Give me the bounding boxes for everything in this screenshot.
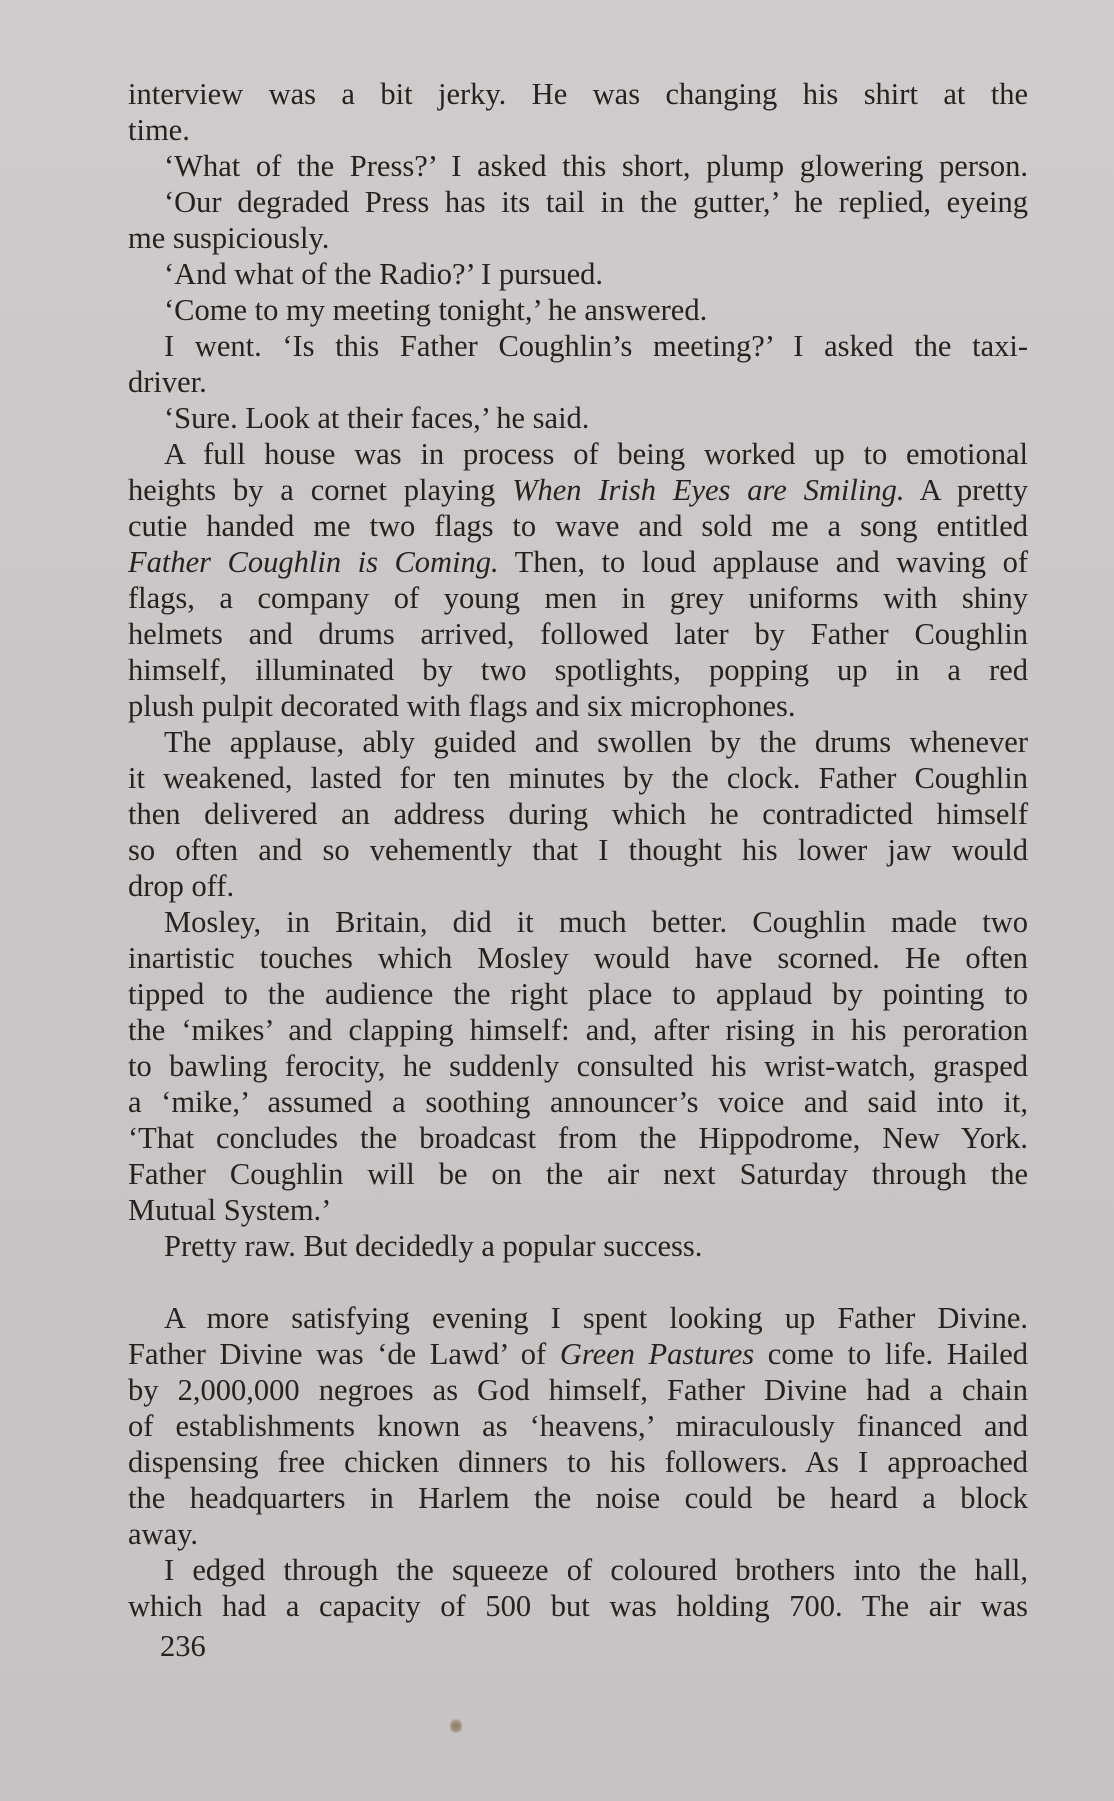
italic-title: Father Coughlin is Coming.: [128, 545, 499, 579]
italic-title: Green Pastures: [559, 1337, 755, 1371]
text-line: dispensing free chicken dinners to his followers. As I approached: [128, 1445, 1028, 1479]
text-line: ‘Our degraded Press has its tail in the gutter,’ he replied, eyeing: [164, 185, 1028, 219]
text-line: The applause, ably guided and swollen by the drums whenever: [164, 725, 1028, 759]
text-segment: A pretty: [904, 473, 1028, 507]
text-line: flags, a company of young men in grey uniforms with shiny: [128, 581, 1028, 615]
text-line: Mosley, in Britain, did it much better. Coughlin made two: [164, 905, 1028, 939]
text-line: interview was a bit jerky. He was changing his shirt at the: [128, 77, 1028, 111]
text-line: ‘What of the Press?’ I asked this short, plump glowering person.: [164, 149, 1028, 183]
text-line: helmets and drums arrived, followed later by Father Coughlin: [128, 617, 1028, 651]
text-line: I went. ‘Is this Father Coughlin’s meeting?’ I asked the taxi-: [164, 329, 1028, 363]
paper-blemish: [450, 1718, 462, 1734]
text-line: [128, 472, 1028, 508]
text-line: drop off.: [128, 869, 235, 903]
text-line: A full house was in process of being worked up to emotional: [164, 437, 1028, 471]
text-line: Pretty raw. But decidedly a popular success.: [164, 1229, 703, 1263]
text-segment: Then, to loud applause and waving of: [498, 545, 1028, 579]
text-line: the ‘mikes’ and clapping himself: and, after rising in his peroration: [128, 1013, 1028, 1047]
text-line: it weakened, lasted for ten minutes by the clock. Father Coughlin: [128, 761, 1028, 795]
body-text: [128, 76, 1028, 1624]
text-line: ‘And what of the Radio?’ I pursued.: [164, 257, 604, 291]
text-segment: heights by a cornet playing: [128, 473, 513, 507]
text-line: Mutual System.’: [128, 1193, 332, 1227]
text-line: [128, 544, 1028, 580]
paragraph-gap: [128, 1264, 1028, 1300]
text-line: inartistic touches which Mosley would have scorned. He often: [128, 941, 1028, 975]
text-line: by 2,000,000 negroes as God himself, Father Divine had a chain: [128, 1373, 1028, 1407]
text-line: the headquarters in Harlem the noise could be heard a block: [128, 1481, 1028, 1515]
text-line: himself, illuminated by two spotlights, popping up in a red: [128, 653, 1028, 687]
text-line: away.: [128, 1517, 198, 1551]
text-line: [128, 1336, 1028, 1372]
text-line: ‘Come to my meeting tonight,’ he answered.: [164, 293, 708, 327]
text-line: a ‘mike,’ assumed a soothing announcer’s voice and said into it,: [128, 1085, 1028, 1119]
text-line: I edged through the squeeze of coloured brothers into the hall,: [164, 1553, 1028, 1587]
text-line: driver.: [128, 365, 207, 399]
text-line: which had a capacity of 500 but was holding 700. The air was: [128, 1589, 1028, 1623]
text-line: ‘That concludes the broadcast from the Hippodrome, New York.: [128, 1121, 1028, 1155]
page-number: 236: [160, 1629, 206, 1663]
text-segment: come to life. Hailed: [754, 1337, 1028, 1371]
text-line: tipped to the audience the right place to applaud by pointing to: [128, 977, 1028, 1011]
text-line: plush pulpit decorated with flags and six microphones.: [128, 689, 796, 723]
italic-title: When Irish Eyes are Smiling.: [512, 473, 905, 507]
text-line: A more satisfying evening I spent looking up Father Divine.: [164, 1301, 1028, 1335]
text-line: cutie handed me two flags to wave and sold me a song entitled: [128, 509, 1028, 543]
text-line: Father Coughlin will be on the air next Saturday through the: [128, 1157, 1028, 1191]
text-line: to bawling ferocity, he suddenly consulted his wrist-watch, grasped: [128, 1049, 1028, 1083]
text-segment: Father Divine was ‘de Lawd’ of: [128, 1337, 560, 1371]
text-line: me suspiciously.: [128, 221, 330, 255]
text-line: of establishments known as ‘heavens,’ miraculously financed and: [128, 1409, 1028, 1443]
text-line: then delivered an address during which he contradicted himself: [128, 797, 1028, 831]
text-line: so often and so vehemently that I thought his lower jaw would: [128, 833, 1028, 867]
text-line: ‘Sure. Look at their faces,’ he said.: [164, 401, 590, 435]
text-line: time.: [128, 113, 190, 147]
